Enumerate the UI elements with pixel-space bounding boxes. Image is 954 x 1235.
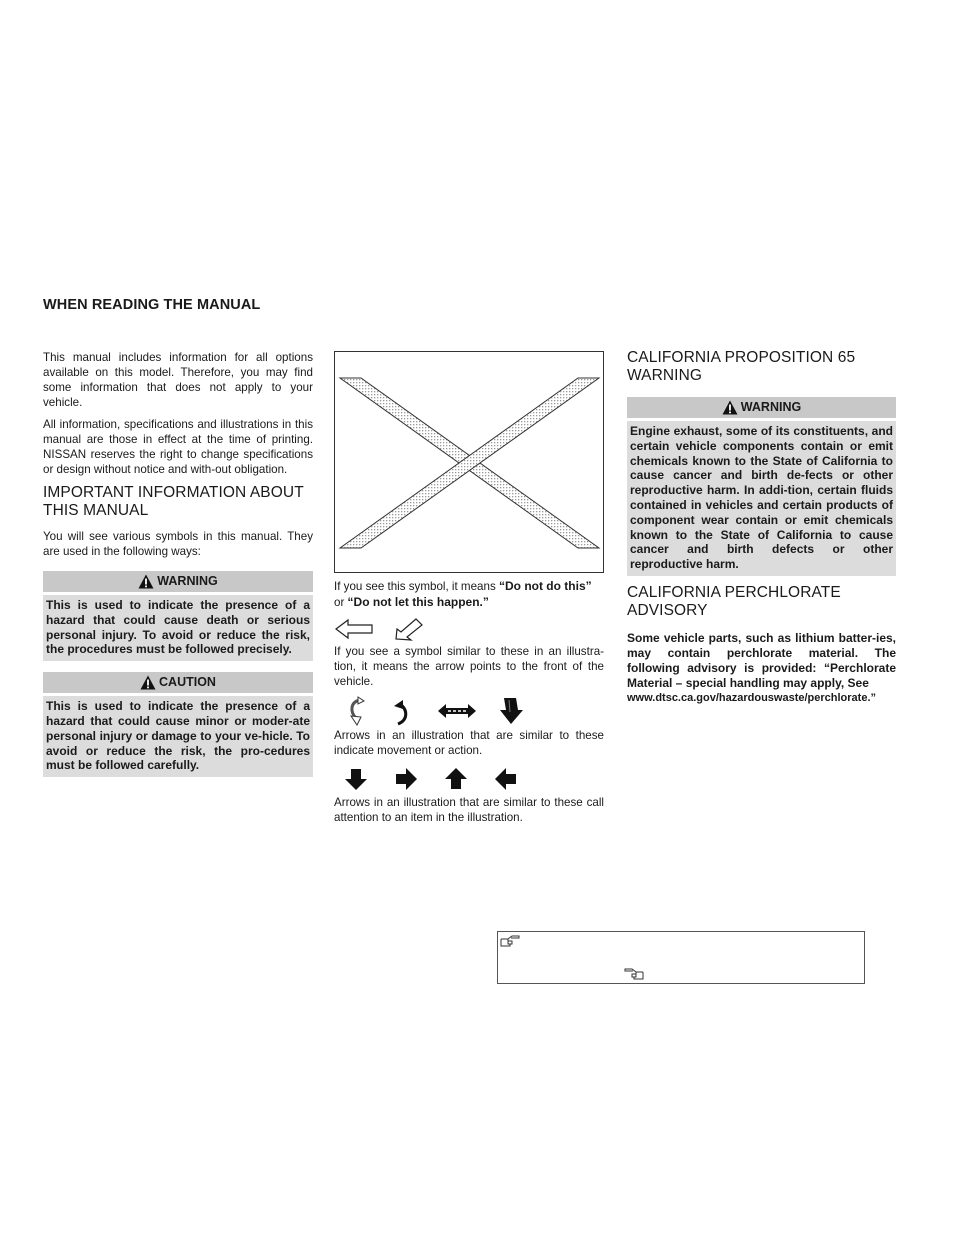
front-arrow-diagonal-icon [394, 617, 426, 641]
movement-text: Arrows in an illustration that are similar to these indicate movement or action. [334, 729, 604, 757]
arrow-left-icon [494, 767, 518, 791]
arrow-up-icon [444, 767, 468, 791]
double-arrow-icon [436, 700, 478, 722]
perchlorate-text-block [627, 631, 896, 706]
warning-box [43, 571, 313, 661]
attention-arrow-row [334, 765, 604, 793]
curved-arrow-down-icon [344, 696, 370, 726]
curved-arrow-up-icon [390, 696, 414, 726]
warning-triangle-icon [138, 574, 154, 589]
do-not-caption-or: or [334, 595, 345, 609]
perchlorate-url: www.dtsc.ca.gov/hazardouswaste/perchlorate.” [627, 691, 876, 704]
section-title: WHEN READING THE MANUAL [43, 297, 261, 313]
left-column [43, 350, 313, 777]
perchlorate-heading: CALIFORNIA PERCHLORATE ADVISORY [627, 583, 841, 619]
do-not-symbol-box [334, 351, 604, 573]
attention-text: Arrows in an illustration that are similar to these call attention to an item in the illustration. [334, 796, 604, 824]
intro-paragraph: This manual includes information for all options available on this model. Therefore, you may find some information that does not apply to your vehicle. [43, 351, 313, 409]
prop65-warning-header [627, 397, 896, 418]
caution-box-header [43, 672, 313, 693]
prop65-warning-label: WARNING [740, 400, 802, 414]
warning-box-header [43, 571, 313, 592]
arrow-right-icon [394, 767, 418, 791]
right-column [627, 349, 896, 706]
perchlorate-text: Some vehicle parts, such as lithium batter-ies, may contain perchlorate material. The following advisory is provided: “Perchlorate Material – special handling may apply, See [627, 630, 896, 690]
warning-text: This is used to indicate the presence of a hazard that could cause death or serious personal injury. To avoid or reduce the risk, the procedures must be followed precisely. [43, 595, 313, 661]
warning-triangle-icon [722, 400, 738, 415]
middle-column [334, 351, 604, 832]
caution-triangle-icon [140, 675, 156, 690]
symbols-paragraph: You will see various symbols in this manual. They are used in the following ways: [43, 530, 313, 558]
do-not-caption-bold2: “Do not let this happen.” [347, 594, 489, 609]
prop65-warning-text: Engine exhaust, some of its constituents, and certain vehicle components contain or emit chemicals known to the State of California to cause cancer and birth de-fects or other reproductive harm. In addi-tion, certain fluids contained in vehicles and certain products of component wear contain or emit chemicals known to the State of California to cause cancer and birth defects or other reproductive harm. [627, 421, 896, 576]
pointing-hand-right-icon [500, 935, 520, 948]
note-box [497, 931, 865, 984]
important-info-heading: IMPORTANT INFORMATION ABOUT THIS MANUAL [43, 484, 304, 519]
front-arrow-text: If you see a symbol similar to these in an illustra-tion, it means the arrow points to the front of the vehicle. [334, 645, 604, 688]
caution-label: CAUTION [159, 675, 216, 690]
printing-paragraph: All information, specifications and illustrations in this manual are those in effect at the time of printing. NISSAN reserves the right to change specifications or design without notice and with-out obligation. [43, 418, 313, 476]
movement-arrow-row [334, 696, 604, 726]
do-not-x-icon [335, 352, 603, 572]
do-not-caption-pre: If you see this symbol, it means [334, 580, 496, 593]
front-arrow-left-icon [334, 618, 374, 640]
pointing-hand-left-icon [624, 968, 644, 981]
caution-box [43, 672, 313, 777]
front-arrow-row [334, 616, 604, 642]
prop65-heading: CALIFORNIA PROPOSITION 65 WARNING [627, 349, 856, 384]
do-not-caption [334, 579, 604, 610]
warning-label: WARNING [157, 574, 218, 588]
bent-arrow-down-icon [498, 696, 524, 726]
caution-text: This is used to indicate the presence of a hazard that could cause minor or moder-ate personal injury or damage to your ve-hicle. To avoid or reduce the risk, the pro-cedures must be followed carefully. [43, 696, 313, 777]
do-not-caption-bold1: “Do not do this” [498, 579, 592, 593]
prop65-warning-box [627, 397, 896, 576]
arrow-down-icon [344, 767, 368, 791]
